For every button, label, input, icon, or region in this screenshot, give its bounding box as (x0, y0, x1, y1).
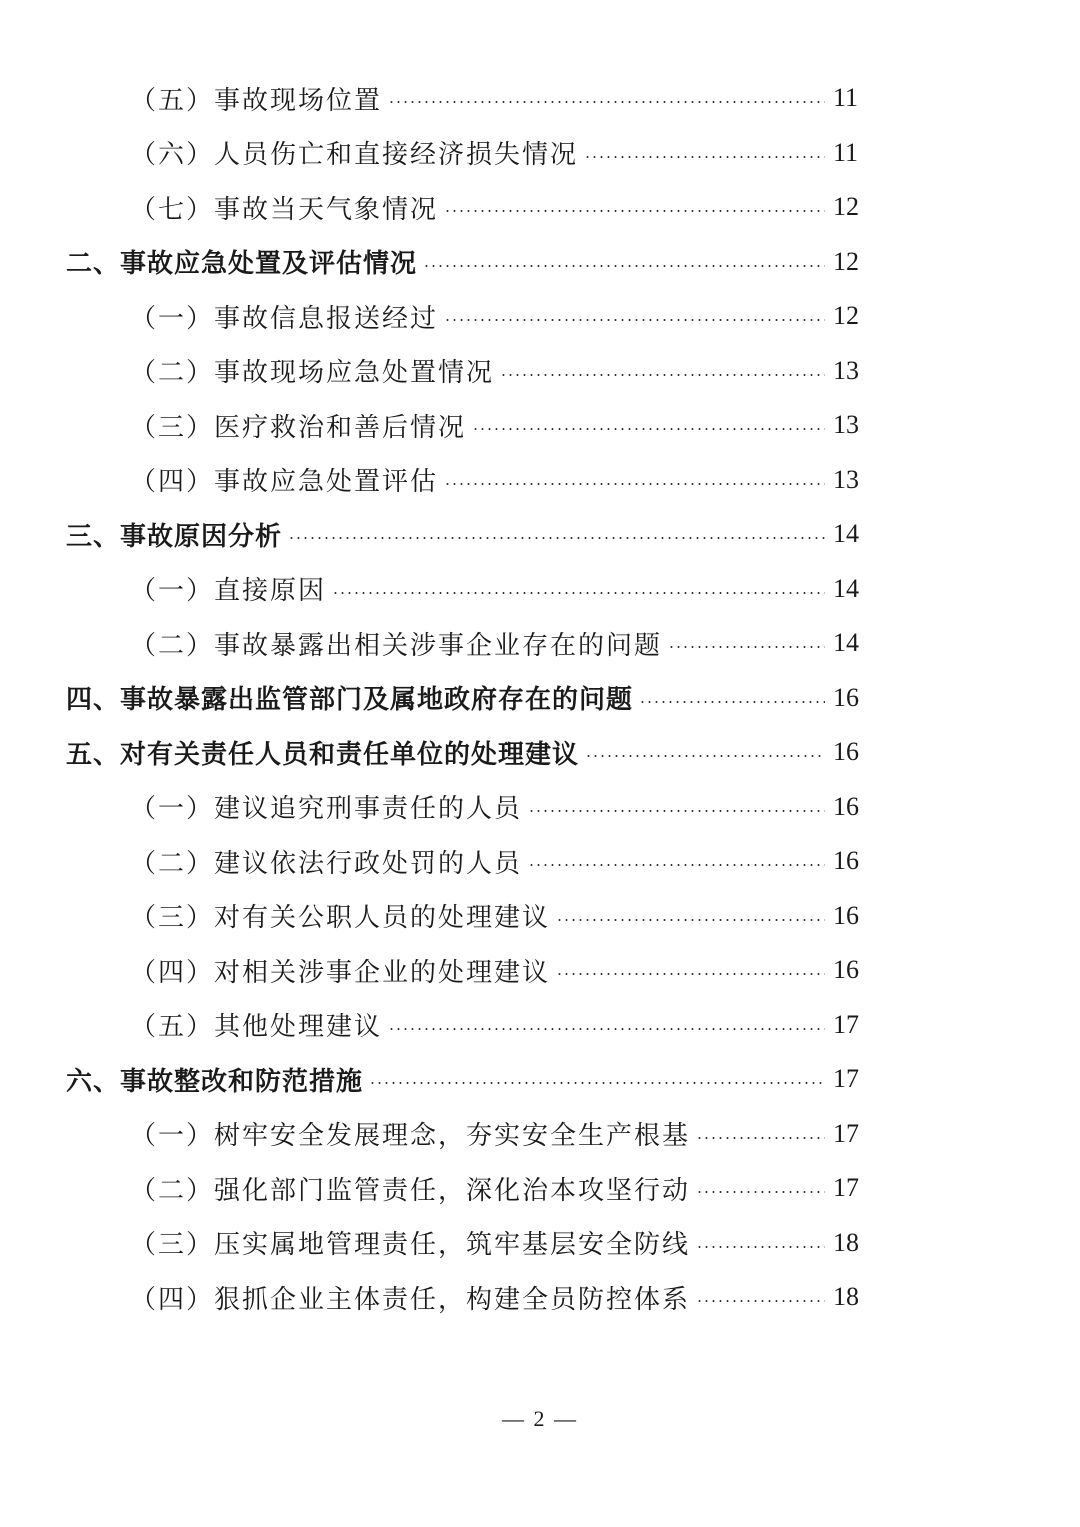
dot-leader (696, 1191, 825, 1193)
dot-leader (556, 973, 825, 975)
table-of-contents (0, 71, 1080, 1325)
dot-leader (696, 1246, 825, 1248)
toc-entry-page-number: 17 (833, 1173, 859, 1203)
toc-entry-page-number: 18 (833, 1282, 859, 1312)
toc-subsection-entry[interactable] (0, 834, 1080, 889)
toc-entry-title: （六）人员伤亡和直接经济损失情况 (130, 140, 579, 171)
toc-section-entry[interactable] (0, 671, 1080, 726)
toc-entry-title: （一）建议追究刑事责任的人员 (130, 794, 523, 825)
toc-entry-title: （二）强化部门监管责任，深化治本攻坚行动 (130, 1175, 691, 1206)
toc-entry-title: （一）树牢安全发展理念，夯实安全生产根基 (130, 1121, 691, 1152)
dot-leader (444, 483, 825, 485)
toc-subsection-entry[interactable] (0, 453, 1080, 508)
dot-leader (444, 210, 825, 212)
toc-subsection-entry[interactable] (0, 398, 1080, 453)
toc-entry-title: （四）事故应急处置评估 (130, 467, 439, 498)
toc-entry-page-number: 14 (833, 573, 859, 603)
dot-leader (668, 646, 825, 648)
toc-entry-title: （五）其他处理建议 (130, 1012, 383, 1043)
toc-entry-page-number: 13 (833, 355, 859, 385)
toc-subsection-entry[interactable] (0, 344, 1080, 399)
toc-entry-title: 六、事故整改和防范措施 (66, 1066, 364, 1097)
toc-subsection-entry[interactable] (0, 998, 1080, 1053)
toc-entry-page-number: 13 (833, 464, 859, 494)
toc-subsection-entry[interactable] (0, 71, 1080, 126)
toc-entry-title: （二）事故暴露出相关涉事企业存在的问题 (130, 630, 663, 661)
toc-entry-page-number: 11 (833, 137, 859, 167)
toc-entry-title: （二）建议依法行政处罚的人员 (130, 848, 523, 879)
toc-entry-page-number: 14 (833, 628, 859, 658)
dot-leader (444, 319, 825, 321)
toc-entry-page-number: 12 (833, 246, 859, 276)
toc-section-entry[interactable] (0, 507, 1080, 562)
toc-entry-title: 三、事故原因分析 (66, 521, 283, 552)
dot-leader (388, 1028, 825, 1030)
toc-subsection-entry[interactable] (0, 616, 1080, 671)
toc-section-entry[interactable] (0, 235, 1080, 290)
toc-subsection-entry[interactable] (0, 1161, 1080, 1216)
dot-leader (696, 1137, 825, 1139)
toc-subsection-entry[interactable] (0, 562, 1080, 617)
toc-entry-page-number: 16 (833, 682, 859, 712)
toc-subsection-entry[interactable] (0, 126, 1080, 181)
dot-leader (528, 810, 825, 812)
dot-leader (288, 537, 825, 539)
toc-subsection-entry[interactable] (0, 943, 1080, 998)
toc-entry-page-number: 16 (833, 900, 859, 930)
toc-entry-page-number: 17 (833, 1009, 859, 1039)
toc-entry-page-number: 11 (833, 83, 859, 113)
toc-entry-page-number: 16 (833, 955, 859, 985)
toc-entry-title: （二）事故现场应急处置情况 (130, 358, 495, 389)
toc-entry-title: （七）事故当天气象情况 (130, 194, 439, 225)
toc-entry-title: （三）医疗救治和善后情况 (130, 412, 467, 443)
toc-subsection-entry[interactable] (0, 1107, 1080, 1162)
dot-leader (332, 592, 825, 594)
toc-entry-title: （三）压实属地管理责任，筑牢基层安全防线 (130, 1230, 691, 1261)
toc-entry-title: （五）事故现场位置 (130, 85, 383, 116)
toc-subsection-entry[interactable] (0, 289, 1080, 344)
toc-entry-title: （四）对相关涉事企业的处理建议 (130, 957, 551, 988)
toc-entry-page-number: 17 (833, 1118, 859, 1148)
dot-leader (388, 101, 825, 103)
page-number: — 2 — (502, 1406, 578, 1431)
dot-leader (556, 919, 825, 921)
toc-subsection-entry[interactable] (0, 889, 1080, 944)
dot-leader (639, 701, 825, 703)
toc-entry-page-number: 14 (833, 519, 859, 549)
toc-entry-page-number: 16 (833, 846, 859, 876)
toc-entry-page-number: 17 (833, 1064, 859, 1094)
dot-leader (696, 1300, 825, 1302)
toc-entry-title: 四、事故暴露出监管部门及属地政府存在的问题 (66, 685, 634, 716)
toc-entry-page-number: 12 (833, 301, 859, 331)
toc-entry-title: （一）事故信息报送经过 (130, 303, 439, 334)
toc-entry-page-number: 16 (833, 791, 859, 821)
toc-entry-page-number: 18 (833, 1227, 859, 1257)
toc-entry-title: （一）直接原因 (130, 576, 327, 607)
toc-entry-page-number: 13 (833, 410, 859, 440)
toc-subsection-entry[interactable] (0, 1216, 1080, 1271)
dot-leader (423, 265, 825, 267)
dot-leader (528, 864, 825, 866)
toc-section-entry[interactable] (0, 1052, 1080, 1107)
dot-leader (472, 428, 825, 430)
dot-leader (369, 1082, 825, 1084)
toc-entry-page-number: 16 (833, 737, 859, 767)
toc-subsection-entry[interactable] (0, 1270, 1080, 1325)
toc-entry-page-number: 12 (833, 192, 859, 222)
toc-subsection-entry[interactable] (0, 780, 1080, 835)
dot-leader (585, 755, 825, 757)
toc-entry-title: （四）狠抓企业主体责任，构建全员防控体系 (130, 1284, 691, 1315)
toc-section-entry[interactable] (0, 725, 1080, 780)
toc-entry-title: （三）对有关公职人员的处理建议 (130, 903, 551, 934)
toc-subsection-entry[interactable] (0, 180, 1080, 235)
dot-leader (500, 374, 825, 376)
toc-entry-title: 二、事故应急处置及评估情况 (66, 249, 418, 280)
dot-leader (584, 156, 825, 158)
toc-entry-title: 五、对有关责任人员和责任单位的处理建议 (66, 739, 580, 770)
